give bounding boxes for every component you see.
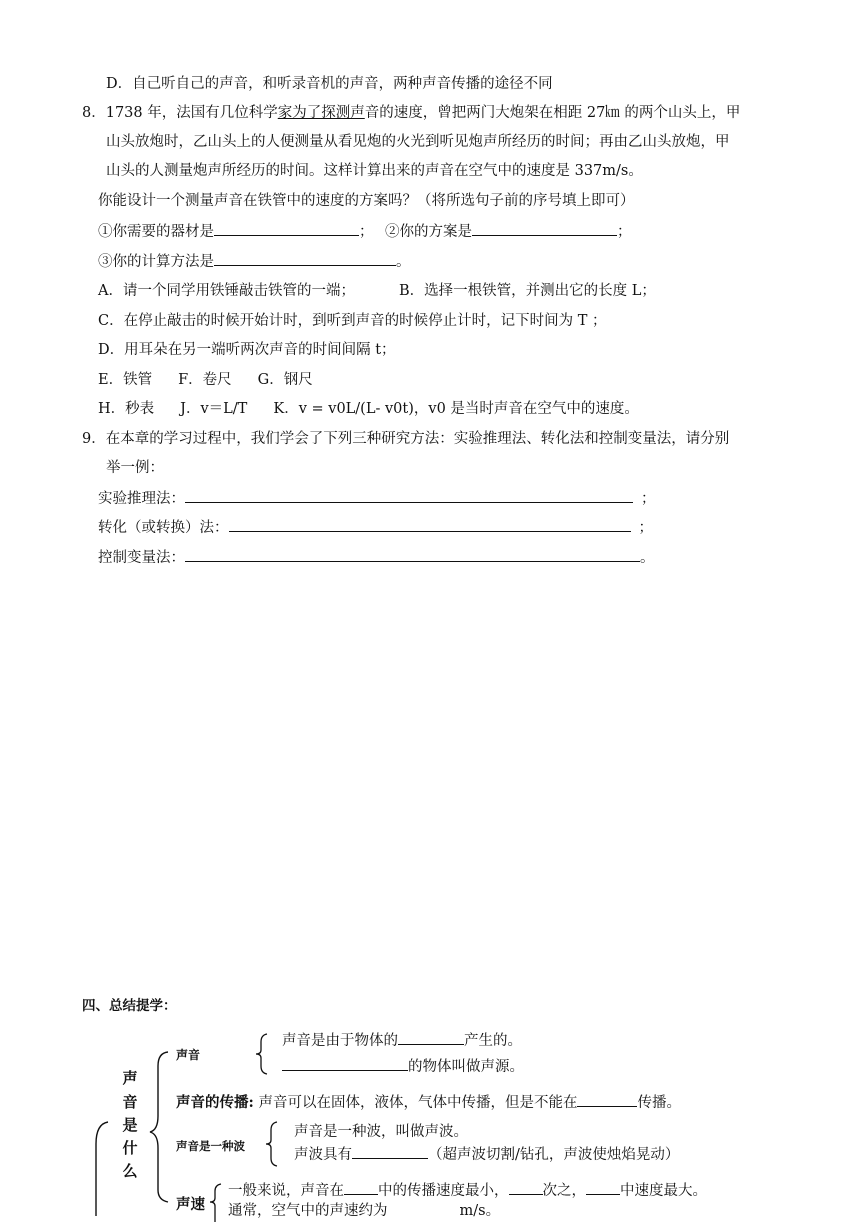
wave-energy-blank[interactable] [352,1144,428,1159]
main-brace-icon [148,1050,172,1216]
wave-brace-icon [264,1120,280,1168]
q9-method-1-row [98,488,656,509]
speed-gas-blank[interactable] [344,1180,378,1195]
q8-option-h: H．秒表 [98,401,155,417]
q8-option-k: K．v = v0L/(L- v0t)，v0 是当时声音在空气中的速度。 [273,401,639,417]
propagation-post: 传播。 [637,1095,681,1111]
speed-l2-pre: 通常，空气中的声速约为 [228,1203,388,1219]
q9-method-1-label: 实验推理法： [98,491,185,507]
q8-options-efg [98,370,313,390]
sound-l2-post: 的物体叫做声源。 [408,1059,524,1075]
sound-l1-post: 产生的。 [464,1033,522,1049]
q8-option-a: A．请一个同学用铁锤敲击铁管的一端； [98,283,355,299]
q9-method-1-blank[interactable] [185,488,633,503]
q8-line-2: 山头放炮时，乙山头上的人便测量从看见炮的火光到听见炮声所经历的时间；再由乙山头放炮，甲 [106,134,730,150]
root-char-3: 是 [122,1116,138,1134]
q8-line-1 [82,103,740,123]
q8-line-1-post: 音的速度，曾把两门大炮架在相距 27㎞ 的两个山头上，甲 [364,105,741,121]
speed-solid-blank[interactable] [586,1180,620,1195]
q9-method-1-end: ； [641,491,656,507]
speed-l1-post: 中速度最大。 [620,1183,707,1199]
q8-option-e: E．铁管 [98,372,153,388]
sound-source-blank[interactable] [282,1056,408,1071]
q8-ask: 你能设计一个测量声音在铁管中的速度的方案吗？（将所选句子前的序号填上即可） [98,193,635,209]
sound-line-1 [282,1030,522,1051]
sound-brace-icon [254,1032,270,1076]
node-speed: 声速 [176,1196,205,1213]
speed-l1-pre: 一般来说，声音在 [228,1183,344,1199]
q9-method-3-row [98,547,655,568]
wave-l2-pre: 声波具有 [294,1147,352,1163]
node-wave: 声音是一种波 [176,1139,245,1153]
q8-fill3-label: ③你的计算方法是 [98,254,214,270]
q8-line-3: 山头的人测量炮声所经历的时间。这样计算出来的声音在空气中的速度是 337m/s。 [106,163,643,179]
q8-fill1-end: ； [359,224,374,240]
speed-l2-post: m/s。 [459,1203,501,1219]
speed-line-2 [228,1201,500,1221]
q8-option-c: C．在停止敲击的时候开始计时，到听到声音的时候停止计时，记下时间为 T ； [98,313,607,329]
q8-fill2-end: ； [617,224,632,240]
q8-fill3-end: 。 [396,254,411,270]
q9-method-2-row [98,517,653,538]
q8-option-f: F．卷尺 [178,372,232,388]
q8-plan-blank[interactable] [472,221,617,236]
q8-option-d: D．用耳朵在另一端听两次声音的时间间隔 t； [98,342,396,358]
node-sound: 声音 [176,1048,201,1062]
q9-method-3-label: 控制变量法： [98,550,185,566]
propagation-vacuum-blank[interactable] [577,1092,637,1107]
root-char-4: 什 [122,1139,138,1157]
root-char-2: 音 [122,1093,138,1111]
q8-line-1-pre: 8．1738 年，法国有几位科学 [82,105,278,121]
q8-line-1-underlined: 家为了探测声 [277,105,365,121]
q8-fill-row-2 [98,251,411,272]
speed-l1-mid1: 中的传播速度最小， [378,1183,509,1199]
propagation-row [176,1092,681,1113]
node-propagation: 声音的传播: [176,1094,254,1111]
q9-method-2-end: ； [638,520,653,536]
sound-vibration-blank[interactable] [398,1030,464,1045]
propagation-pre: 声音可以在固体，液体，气体中传播，但是不能在 [258,1095,578,1111]
q8-fill2-label: ②你的方案是 [385,224,472,240]
root-char-1: 声 [122,1069,138,1087]
q9-method-2-blank[interactable] [229,517,631,532]
q8-method-blank[interactable] [214,251,396,266]
q9-method-2-label: 转化（或转换）法： [98,520,229,536]
outer-brace-icon [86,1120,112,1216]
q8-fill-row-1 [98,221,374,242]
q8-option-g: G．钢尺 [257,372,313,388]
wave-l2-post: （超声波切割/钻孔，声波使烛焰晃动） [428,1147,680,1163]
q8-fill-row-1b [385,221,632,242]
q8-option-b: B．选择一根铁管，并测出它的长度 L； [399,283,656,299]
wave-line-2 [294,1144,679,1165]
q8-fill1-label: ①你需要的器材是 [98,224,214,240]
sound-line-2 [282,1056,524,1077]
summary-heading: 四、总结提学： [82,998,177,1014]
root-char-5: 么 [122,1162,138,1180]
sound-l1-pre: 声音是由于物体的 [282,1033,398,1049]
q8-option-j: J．v＝L/T [180,401,248,417]
q9-method-3-blank[interactable] [185,547,640,562]
speed-liquid-blank[interactable] [509,1180,543,1195]
q7-option-d: D．自己听自己的声音，和听录音机的声音，两种声音传播的途径不同 [106,76,553,92]
q9-method-3-end: 。 [640,550,655,566]
speed-l1-mid2: 次之， [542,1183,586,1199]
speed-brace-icon [208,1182,224,1222]
q9-line-2: 举一例： [106,460,164,476]
wave-line-1: 声音是一种波，叫做声波。 [294,1124,468,1140]
q9-line-1: 9．在本章的学习过程中，我们学会了下列三种研究方法：实验推理法、转化法和控制变量法，请分别 [82,431,730,447]
q8-equipment-blank[interactable] [214,221,359,236]
q8-options-hjk [98,399,639,419]
speed-line-1 [228,1180,707,1201]
